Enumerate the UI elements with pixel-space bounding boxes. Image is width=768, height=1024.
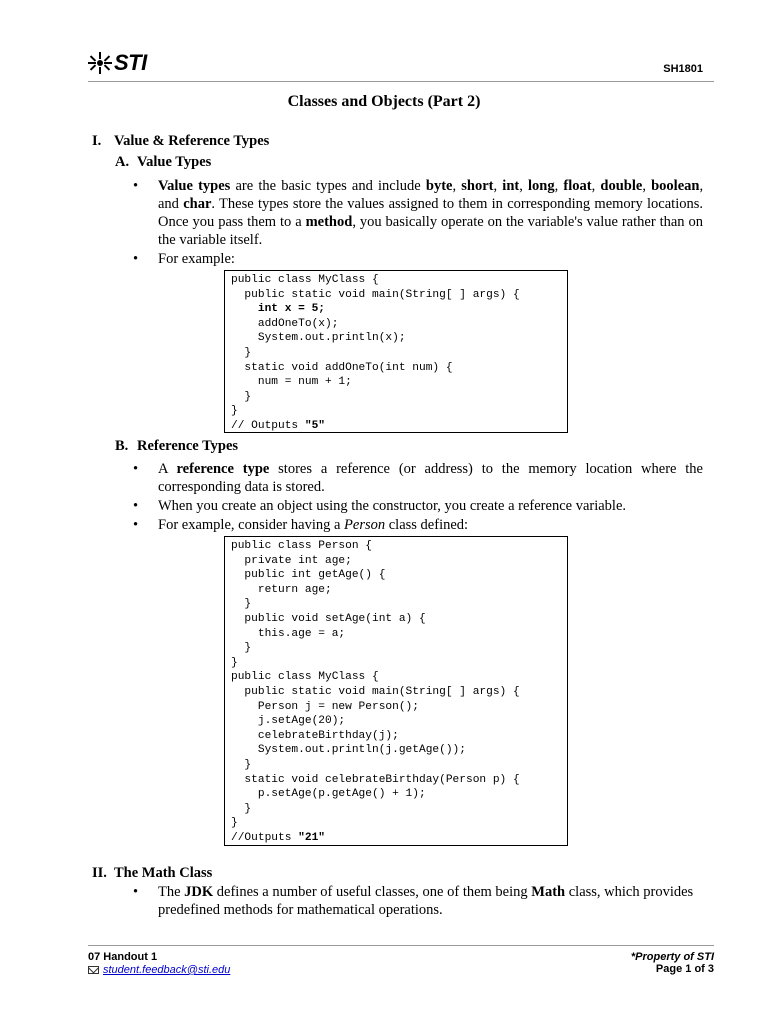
- handout-label: 07 Handout 1: [88, 951, 158, 963]
- code-line: }: [231, 642, 252, 655]
- bullet-icon: •: [133, 517, 139, 533]
- subsection-a-title: Value Types: [137, 154, 212, 170]
- code-line: }: [231, 656, 238, 669]
- code-line: }: [231, 598, 252, 611]
- code-line: private int age;: [231, 554, 352, 567]
- email-row: [88, 964, 230, 976]
- subsection-b-number: B.: [115, 438, 129, 454]
- section-1-heading: [92, 133, 269, 150]
- bullet-math-class: [133, 883, 703, 919]
- code-line: }: [231, 817, 238, 830]
- logo-text: STI: [114, 50, 147, 75]
- page-title: Classes and Objects (Part 2): [287, 93, 481, 110]
- code-line: public static void main(String[ ] args) {: [231, 288, 520, 301]
- code-output-value: "21": [298, 831, 325, 844]
- bullet-text: For example:: [158, 251, 235, 267]
- section-2-number: II.: [92, 865, 107, 881]
- email-link[interactable]: student.feedback@sti.edu: [103, 964, 231, 976]
- code-line: this.age = a;: [231, 627, 346, 640]
- bullet-constructor: [133, 497, 703, 515]
- sti-logo-icon: [88, 52, 112, 74]
- bullet-icon: •: [133, 498, 139, 514]
- bullet-icon: •: [133, 884, 139, 900]
- document-code: SH1801: [663, 63, 703, 75]
- subsection-a-number: A.: [115, 154, 130, 170]
- code-line: }: [231, 758, 252, 771]
- section-2-heading: [92, 865, 212, 882]
- code-line: }: [231, 346, 252, 359]
- code-line: static void addOneTo(int num) {: [231, 361, 453, 374]
- code-line: // Outputs "5": [231, 419, 326, 432]
- code-line: public class MyClass {: [231, 671, 379, 684]
- bullet-person-class: [133, 516, 703, 534]
- code-line: Person j = new Person();: [231, 700, 419, 713]
- sti-logo: [88, 50, 147, 76]
- subsection-a-heading: [115, 154, 211, 171]
- code-line: System.out.println(j.getAge());: [231, 744, 466, 757]
- code-line: }: [231, 405, 238, 418]
- code-line: System.out.println(x);: [231, 332, 406, 345]
- code-output-value: "5": [304, 419, 326, 432]
- code-line: j.setAge(20);: [231, 715, 346, 728]
- bullet-for-example: [133, 250, 703, 268]
- property-label: *Property of STI: [630, 951, 714, 963]
- bullet-text: The JDK defines a number of useful classes, one of them being Math class, which provides predefined methods for mathematical operations.: [158, 884, 694, 918]
- code-line: }: [231, 802, 252, 815]
- bullet-text: For example, consider having a Person class defined:: [158, 517, 469, 533]
- code-line: public void setAge(int a) {: [231, 612, 426, 625]
- code-line: return age;: [231, 583, 332, 596]
- subsection-b-heading: [115, 438, 238, 455]
- bullet-reference-type: [133, 460, 703, 496]
- code-line: num = num + 1;: [231, 376, 352, 389]
- envelope-icon: [88, 966, 99, 974]
- bullet-text: When you create an object using the constructor, you create a reference variable.: [158, 498, 627, 514]
- bullet-icon: •: [133, 461, 139, 477]
- bullet-icon: •: [133, 251, 139, 267]
- code-line: celebrateBirthday(j);: [231, 729, 399, 742]
- code-line: static void celebrateBirthday(Person p) {: [231, 773, 520, 786]
- code-line: public class Person {: [231, 540, 372, 552]
- page-number: Page 1 of 3: [655, 963, 714, 975]
- code-line: public class MyClass {: [231, 274, 379, 286]
- code-line: p.setAge(p.getAge() + 1);: [231, 788, 426, 801]
- bullet-text: A reference type stores a reference (or address) to the memory location where the corresponding data is stored.: [158, 461, 703, 495]
- section-2-title: The Math Class: [114, 865, 213, 881]
- bullet-text: Value types are the basic types and include byte, short, int, long, float, double, boolean, and char. These types store the values assigned to them in corresponding memory locations. Once you pass them to a method, you basically operate on the variable's value rather than on the variable itself.: [158, 178, 704, 248]
- bullet-value-types: [133, 177, 703, 249]
- code-line: addOneTo(x);: [231, 317, 339, 330]
- section-1-title: Value & Reference Types: [114, 133, 270, 149]
- section-1-number: I.: [92, 133, 102, 149]
- footer-divider: [88, 945, 714, 946]
- footer-right: [631, 951, 714, 975]
- code-line: public int getAge() {: [231, 569, 386, 582]
- code-block-reference-types: [224, 536, 568, 846]
- code-line: }: [231, 390, 252, 403]
- bullet-icon: •: [133, 178, 139, 194]
- code-line: public static void main(String[ ] args) {: [231, 685, 520, 698]
- code-block-value-types: [224, 270, 568, 433]
- footer-left: [88, 951, 230, 976]
- subsection-b-title: Reference Types: [137, 438, 239, 454]
- code-line: //Outputs "21": [231, 831, 325, 844]
- code-line: int x = 5;: [231, 303, 325, 316]
- header-divider: [88, 81, 714, 82]
